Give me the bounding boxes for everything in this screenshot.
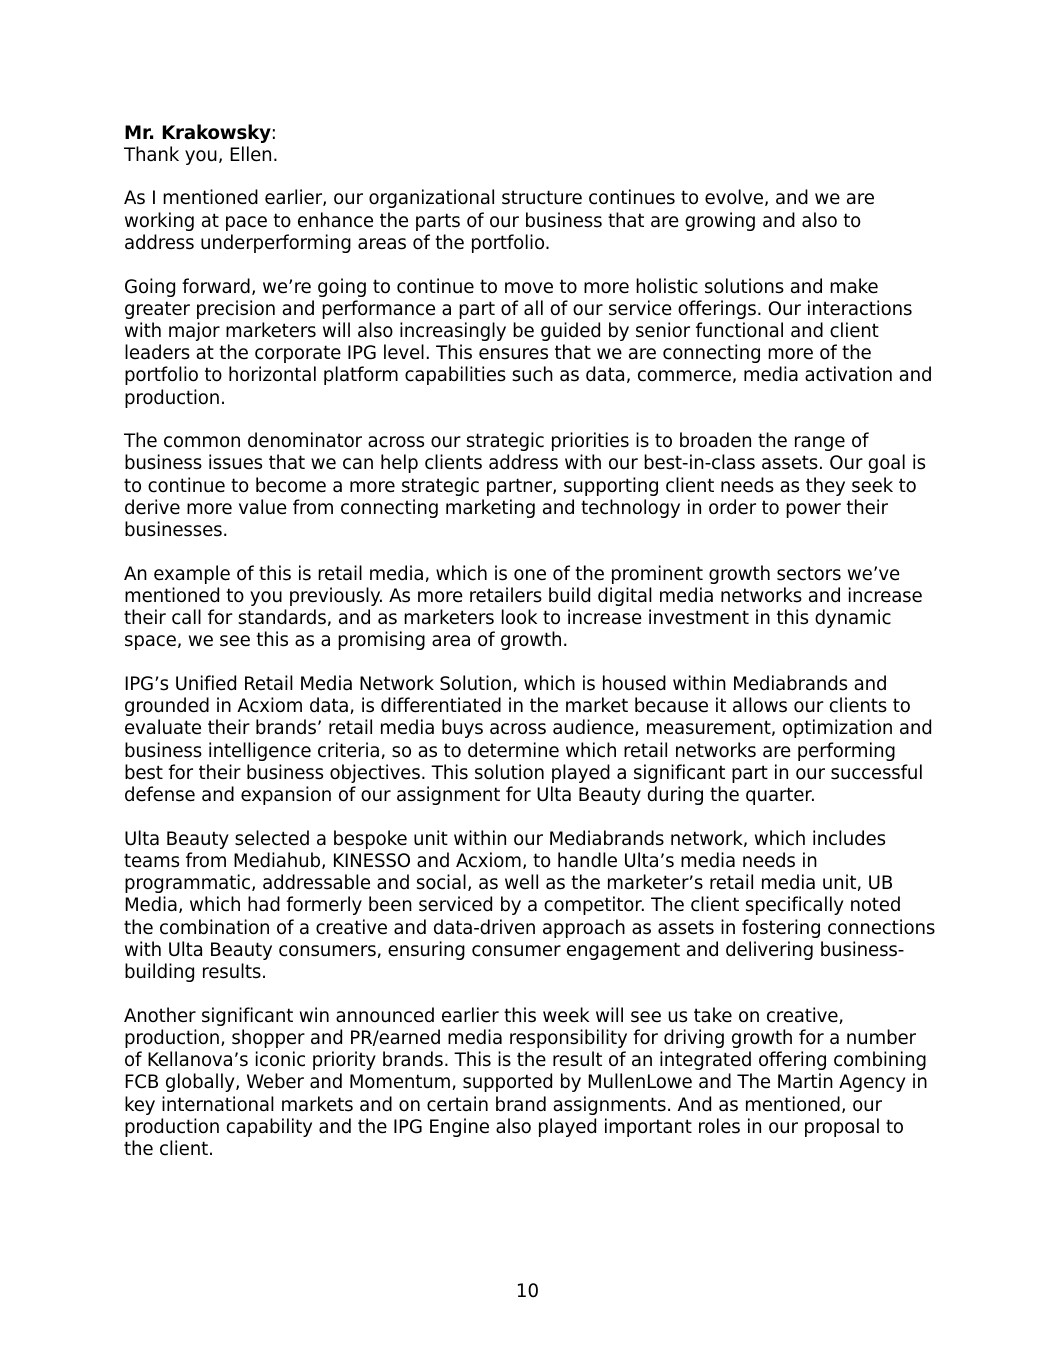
page-number: 10 (515, 1281, 540, 1302)
speaker-line (124, 123, 936, 145)
paragraph-strategic-priorities: The common denominator across our strategic priorities is to broaden the range of business issues that we can help clients address with our best-in-class assets. Our goal is to continue to become a more strategic partner, supporting client needs as they seek to derive more value from connecting marketing and technology in order to power their businesses. (124, 431, 926, 542)
paragraph-holistic-solutions: Going forward, we’re going to continue to move to more holistic solutions and make greater precision and performance a part of all of our service offerings. Our interactions with major marketers will also increasingly be guided by senior functional and client leaders at the corporate IPG level. This ensures that we are connecting more of the portfolio to horizontal platform capabilities such as data, commerce, media activation and production. (124, 276, 933, 409)
transcript-page-body (124, 123, 936, 1183)
paragraph-organizational-structure: As I mentioned earlier, our organizational structure continues to evolve, and we are working at pace to enhance the parts of our business that are growing and also to address underperforming areas of the portfolio. (124, 188, 875, 254)
speaker-opening-line: Thank you, Ellen. (124, 145, 279, 167)
paragraph-unified-retail-media-solution: IPG’s Unified Retail Media Network Solution, which is housed within Mediabrands and grounded in Acxiom data, is differentiated in the market because it allows our clients to evaluate their brands’ retail media buys across audience, measurement, optimization and business intelligence criteria, so as to determine which retail networks are performing best for their business objectives. This solution played a significant part in our successful defense and expansion of our assignment for Ulta Beauty during the quarter. (124, 674, 933, 807)
paragraph-retail-media: An example of this is retail media, which is one of the prominent growth sectors we’ve mentioned to you previously. As more retailers build digital media networks and increase their call for standards, and as marketers look to increase investment in this dynamic space, we see this as a promising area of growth. (124, 563, 923, 652)
speaker-colon: : (270, 123, 277, 144)
speaker-name: Mr. Krakowsky (124, 123, 271, 144)
paragraph-kellanova-win: Another significant win announced earlier this week will see us take on creative, production, shopper and PR/earned media responsibility for driving growth for a number of Kellanova’s iconic priority brands. This is the result of an integrated offering combining FCB globally, Weber and Momentum, supported by MullenLowe and The Martin Agency in key international markets and on certain brand assignments. And as mentioned, our production capability and the IPG Engine also played important roles in our proposal to the client. (124, 1005, 928, 1160)
speaker-block (124, 123, 936, 167)
paragraph-ulta-beauty: Ulta Beauty selected a bespoke unit within our Mediabrands network, which includes teams from Mediahub, KINESSO and Acxiom, to handle Ulta’s media needs in programmatic, addressable and social, as well as the marketer’s retail media unit, UB Media, which had formerly been serviced by a competitor. The client specifically noted the combination of a creative and data-driven approach as assets in fostering connections with Ulta Beauty consumers, ensuring consumer engagement and delivering business-building results. (124, 828, 936, 983)
